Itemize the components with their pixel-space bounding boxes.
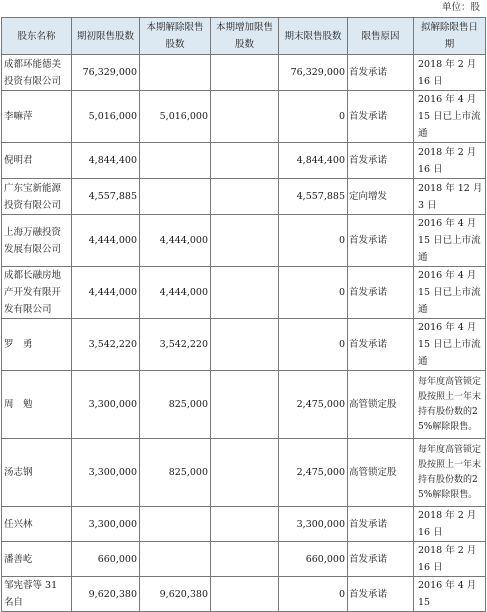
cell-added — [211, 91, 279, 143]
cell-end: 0 — [279, 267, 348, 319]
header-released-shares: 本期解除限售股数 — [140, 18, 211, 55]
cell-begin: 5,016,000 — [72, 91, 140, 143]
cell-name: 上海万融投资发展有限公司 — [2, 215, 72, 267]
cell-released — [140, 55, 211, 91]
cell-date: 2018 年 2 月 16 日 — [414, 542, 486, 577]
cell-name: 倪明君 — [2, 143, 72, 179]
cell-added — [211, 215, 279, 267]
cell-added — [211, 439, 279, 507]
table-row — [2, 143, 486, 179]
cell-end: 4,557,885 — [279, 179, 348, 215]
table-row — [2, 215, 486, 267]
cell-end: 660,000 — [279, 542, 348, 577]
cell-date: 2018 年 12 月 3 日 — [414, 179, 486, 215]
cell-released — [140, 179, 211, 215]
cell-added — [211, 542, 279, 577]
table-row — [2, 577, 486, 612]
cell-released: 4,444,000 — [140, 267, 211, 319]
cell-added — [211, 371, 279, 439]
cell-date: 2018 年 2 月 16 日 — [414, 143, 486, 179]
cell-added — [211, 143, 279, 179]
cell-reason: 首发承诺 — [348, 267, 414, 319]
cell-date: 2016 年 4 月 15 — [414, 577, 486, 612]
table-row — [2, 542, 486, 577]
cell-released: 3,542,220 — [140, 319, 211, 371]
cell-released: 9,620,380 — [140, 577, 211, 612]
cell-end: 3,300,000 — [279, 507, 348, 542]
cell-begin: 76,329,000 — [72, 55, 140, 91]
cell-date: 2018 年 2 月 16 日 — [414, 55, 486, 91]
cell-released — [140, 143, 211, 179]
cell-name: 周 勉 — [2, 371, 72, 439]
cell-date: 2016 年 4 月 15 日已上市流通 — [414, 319, 486, 371]
cell-released: 825,000 — [140, 371, 211, 439]
cell-reason: 首发承诺 — [348, 55, 414, 91]
cell-reason: 首发承诺 — [348, 542, 414, 577]
cell-added — [211, 319, 279, 371]
cell-begin: 660,000 — [72, 542, 140, 577]
cell-end: 2,475,000 — [279, 371, 348, 439]
cell-added — [211, 267, 279, 319]
unit-label: 单位：股 — [441, 2, 480, 13]
cell-begin: 3,300,000 — [72, 507, 140, 542]
cell-end: 4,844,400 — [279, 143, 348, 179]
cell-reason: 高管锁定股 — [348, 371, 414, 439]
cell-released: 4,444,000 — [140, 215, 211, 267]
header-end-shares: 期末限售股数 — [279, 18, 348, 55]
cell-added — [211, 507, 279, 542]
cell-begin: 3,300,000 — [72, 439, 140, 507]
cell-reason: 首发承诺 — [348, 577, 414, 612]
cell-added — [211, 179, 279, 215]
cell-begin: 4,444,000 — [72, 215, 140, 267]
table-row — [2, 439, 486, 507]
table-row — [2, 319, 486, 371]
table-row — [2, 55, 486, 91]
cell-name: 广东宝新能源投资有限公司 — [2, 179, 72, 215]
cell-name: 成都长融房地产开发有限开发有限公司 — [2, 267, 72, 319]
cell-released — [140, 542, 211, 577]
restricted-shares-table — [1, 17, 486, 612]
cell-date: 2016 年 4 月 15 日已上市流通 — [414, 267, 486, 319]
cell-reason: 首发承诺 — [348, 215, 414, 267]
cell-begin: 3,542,220 — [72, 319, 140, 371]
cell-released: 825,000 — [140, 439, 211, 507]
header-shareholder: 股东名称 — [2, 18, 72, 55]
table-row — [2, 507, 486, 542]
header-added-shares: 本期增加限售股数 — [211, 18, 279, 55]
cell-begin: 3,300,000 — [72, 371, 140, 439]
cell-reason: 首发承诺 — [348, 91, 414, 143]
cell-name: 李嘛萍 — [2, 91, 72, 143]
cell-end: 2,475,000 — [279, 439, 348, 507]
cell-begin: 4,844,400 — [72, 143, 140, 179]
cell-name: 任兴林 — [2, 507, 72, 542]
cell-begin: 4,557,885 — [72, 179, 140, 215]
table-row — [2, 91, 486, 143]
cell-released: 5,016,000 — [140, 91, 211, 143]
cell-added — [211, 577, 279, 612]
cell-end: 76,329,000 — [279, 55, 348, 91]
table-header-row — [2, 18, 486, 55]
cell-date: 2018 年 2 月 16 日 — [414, 507, 486, 542]
cell-end: 0 — [279, 215, 348, 267]
cell-name: 成都环能德美投资有限公司 — [2, 55, 72, 91]
cell-reason: 首发承诺 — [348, 319, 414, 371]
cell-end: 0 — [279, 91, 348, 143]
table-row — [2, 179, 486, 215]
cell-end: 0 — [279, 319, 348, 371]
cell-begin: 4,444,000 — [72, 267, 140, 319]
cell-reason: 定向增发 — [348, 179, 414, 215]
table-row — [2, 267, 486, 319]
header-begin-shares: 期初限售股数 — [72, 18, 140, 55]
header-release-date: 拟解除限售日期 — [414, 18, 486, 55]
cell-name: 潘善屹 — [2, 542, 72, 577]
cell-date: 2016 年 4 月 15 日已上市流通 — [414, 91, 486, 143]
cell-reason: 首发承诺 — [348, 507, 414, 542]
cell-name: 罗 勇 — [2, 319, 72, 371]
cell-added — [211, 55, 279, 91]
cell-date: 每年度高管锁定股按照上一年末持有股份数的25%解除限售。 — [414, 371, 486, 439]
cell-date: 2016 年 4 月 15 日已上市流通 — [414, 215, 486, 267]
cell-name: 汤志钢 — [2, 439, 72, 507]
header-reason: 限售原因 — [348, 18, 414, 55]
cell-name: 邹宪蓉等 31 名自 — [2, 577, 72, 612]
cell-reason: 首发承诺 — [348, 143, 414, 179]
cell-date: 每年度高管锁定股按照上一年末持有股份数的25%解除限售。 — [414, 439, 486, 507]
cell-begin: 9,620,380 — [72, 577, 140, 612]
cell-reason: 高管锁定股 — [348, 439, 414, 507]
cell-end: 0 — [279, 577, 348, 612]
cell-released — [140, 507, 211, 542]
table-row — [2, 371, 486, 439]
